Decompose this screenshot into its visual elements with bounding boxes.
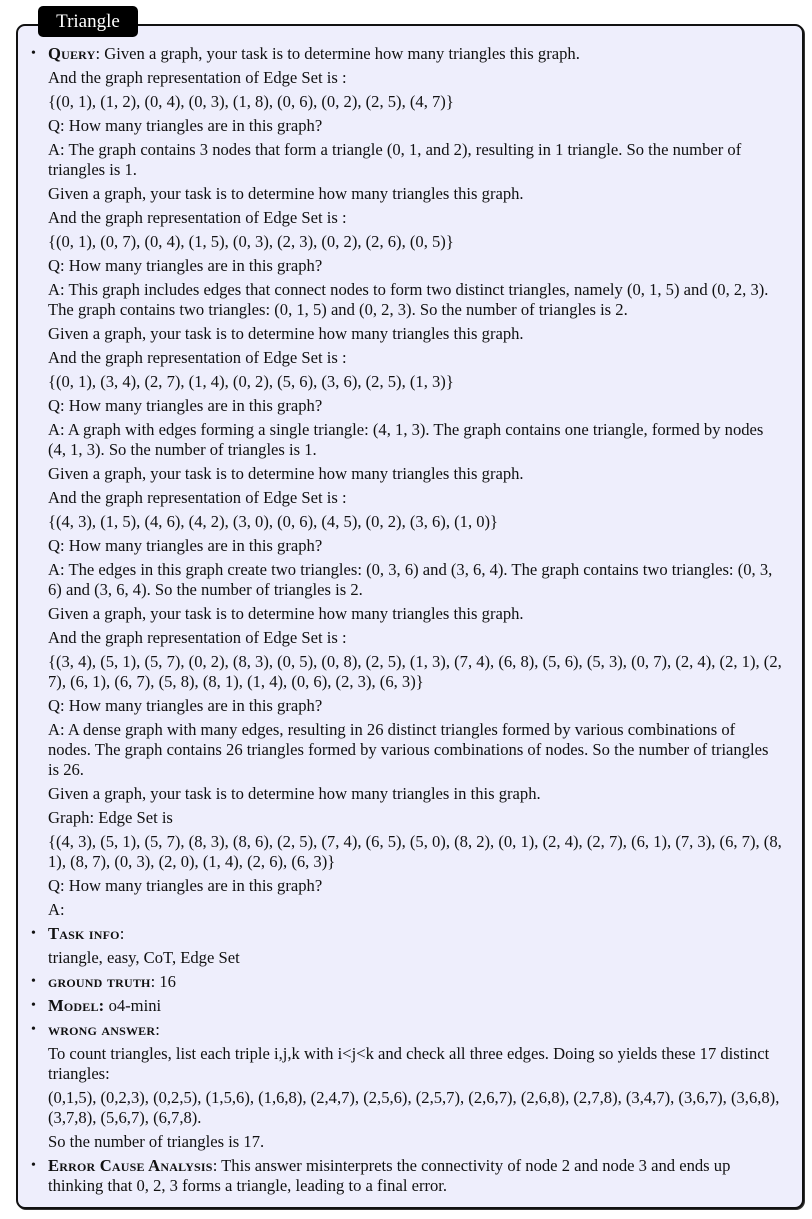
error-cause-section <box>30 1156 782 1196</box>
bullet-icon: • <box>31 998 36 1013</box>
example-2-edge-intro: And the graph representation of Edge Set is : <box>48 208 347 227</box>
colon: : <box>155 1020 160 1039</box>
wrong-answer-line-3: So the number of triangles is 17. <box>48 1132 265 1151</box>
model-value: o4-mini <box>108 996 162 1015</box>
example-3-edges: {(0, 1), (3, 4), (2, 7), (1, 4), (0, 2), (5, 6), (3, 6), (2, 5), (1, 3)} <box>48 372 454 391</box>
task-info-label: Task info <box>48 924 120 943</box>
task-info-value: triangle, easy, CoT, Edge Set <box>48 948 240 967</box>
final-intro: Given a graph, your task is to determine how many triangles in this graph. <box>48 784 541 803</box>
example-5-question: Q: How many triangles are in this graph? <box>48 696 323 715</box>
task-info-section <box>30 924 782 968</box>
wrong-answer-label: wrong answer <box>48 1020 156 1039</box>
example-2-answer: A: This graph includes edges that connect nodes to form two distinct triangles, namely (0, 1, 5) and (0, 2, 3). The graph contains two triangles: (0, 1, 5) and (0, 2, 3). So the number of triangles is 2. <box>48 280 769 319</box>
example-1-edges: {(0, 1), (1, 2), (0, 4), (0, 3), (1, 8), (0, 6), (0, 2), (2, 5), (4, 7)} <box>48 92 454 111</box>
wrong-answer-section <box>30 1020 782 1152</box>
example-1-question: Q: How many triangles are in this graph? <box>48 116 323 135</box>
example-3-answer: A: A graph with edges forming a single triangle: (4, 1, 3). The graph contains one triangle, formed by nodes (4, 1, 3). So the number of triangles is 1. <box>48 420 764 459</box>
example-4-edges: {(4, 3), (1, 5), (4, 6), (4, 2), (3, 0), (0, 6), (4, 5), (0, 2), (3, 6), (1, 0)} <box>48 512 499 531</box>
query-label: Query <box>48 44 96 63</box>
example-4-edge-intro: And the graph representation of Edge Set is : <box>48 488 347 507</box>
ground-truth-value: 16 <box>159 972 176 991</box>
colon: : <box>119 924 125 943</box>
colon: : <box>95 44 105 63</box>
bullet-icon: • <box>31 1158 36 1173</box>
colon: : <box>212 1156 222 1175</box>
colon: : <box>150 972 160 991</box>
bullet-icon: • <box>31 926 36 941</box>
final-question: Q: How many triangles are in this graph? <box>48 876 323 895</box>
model-section <box>30 996 782 1016</box>
example-5-answer: A: A dense graph with many edges, resulting in 26 distinct triangles formed by various combinations of nodes. The graph contains 26 triangles formed by various combinations of nodes. So the number of triangles is 26. <box>48 720 769 779</box>
query-section <box>30 44 782 920</box>
wrong-answer-line-1: To count triangles, list each triple i,j,k with i<j<k and check all three edges. Doing so yields these 17 distinct triangles: <box>48 1044 770 1083</box>
final-answer: A: <box>48 900 65 919</box>
example-4-answer: A: The edges in this graph create two triangles: (0, 3, 6) and (3, 6, 4). The graph contains two triangles: (0, 3, 6) and (3, 6, 4). So the number of triangles is 2. <box>48 560 773 599</box>
example-3-intro: Given a graph, your task is to determine how many triangles this graph. <box>48 324 524 343</box>
example-3-question: Q: How many triangles are in this graph? <box>48 396 323 415</box>
example-1-answer: A: The graph contains 3 nodes that form a triangle (0, 1, and 2), resulting in 1 triangle. So the number of triangles is 1. <box>48 140 742 179</box>
error-cause-value: This answer misinterprets the connectivity of node 2 and node 3 and ends up thinking that 0, 2, 3 forms a triangle, leading to a final error. <box>48 1156 731 1195</box>
example-5-intro: Given a graph, your task is to determine how many triangles this graph. <box>48 604 524 623</box>
wrong-answer-line-2: (0,1,5), (0,2,3), (0,2,5), (1,5,6), (1,6,8), (2,4,7), (2,5,6), (2,5,7), (2,6,7), (2,6,8), (2,7,8), (3,4,7), (3,6,7), (3,6,8), (3,7,8), (5,6,7), (6,7,8). <box>48 1088 780 1127</box>
final-edges: {(4, 3), (5, 1), (5, 7), (8, 3), (8, 6), (2, 5), (7, 4), (6, 5), (5, 0), (8, 2), (0, 1), (2, 4), (2, 7), (6, 1), (7, 3), (6, 7), (8, 1), (8, 7), (0, 3), (2, 0), (1, 4), (2, 6), (6, 3)} <box>48 832 782 871</box>
title-tab: Triangle <box>38 6 138 37</box>
example-5-edge-intro: And the graph representation of Edge Set is : <box>48 628 347 647</box>
bullet-icon: • <box>31 974 36 989</box>
final-edge-intro: Graph: Edge Set is <box>48 808 173 827</box>
example-2-question: Q: How many triangles are in this graph? <box>48 256 323 275</box>
example-4-question: Q: How many triangles are in this graph? <box>48 536 323 555</box>
ground-truth-label: ground truth <box>48 972 151 991</box>
bullet-icon: • <box>31 46 36 61</box>
example-2-edges: {(0, 1), (0, 7), (0, 4), (1, 5), (0, 3), (2, 3), (0, 2), (2, 6), (0, 5)} <box>48 232 454 251</box>
example-5-edges: {(3, 4), (5, 1), (5, 7), (0, 2), (8, 3), (0, 5), (0, 8), (2, 5), (1, 3), (7, 4), (6, 8), (5, 6), (5, 3), (0, 7), (2, 4), (2, 1), (2, 7), (6, 1), (6, 7), (5, 8), (8, 1), (1, 4), (0, 6), (2, 3), (6, 3)} <box>48 652 782 691</box>
content-body <box>30 44 782 1200</box>
example-2-intro: Given a graph, your task is to determine how many triangles this graph. <box>48 184 524 203</box>
example-4-intro: Given a graph, your task is to determine how many triangles this graph. <box>48 464 524 483</box>
example-1-intro: Given a graph, your task is to determine how many triangles this graph. <box>104 44 580 63</box>
bullet-icon: • <box>31 1022 36 1037</box>
example-1-edge-intro: And the graph representation of Edge Set is : <box>48 68 347 87</box>
error-cause-label: Error Cause Analysis <box>48 1156 213 1175</box>
model-label: Model: <box>48 996 105 1015</box>
ground-truth-section <box>30 972 782 992</box>
example-3-edge-intro: And the graph representation of Edge Set is : <box>48 348 347 367</box>
